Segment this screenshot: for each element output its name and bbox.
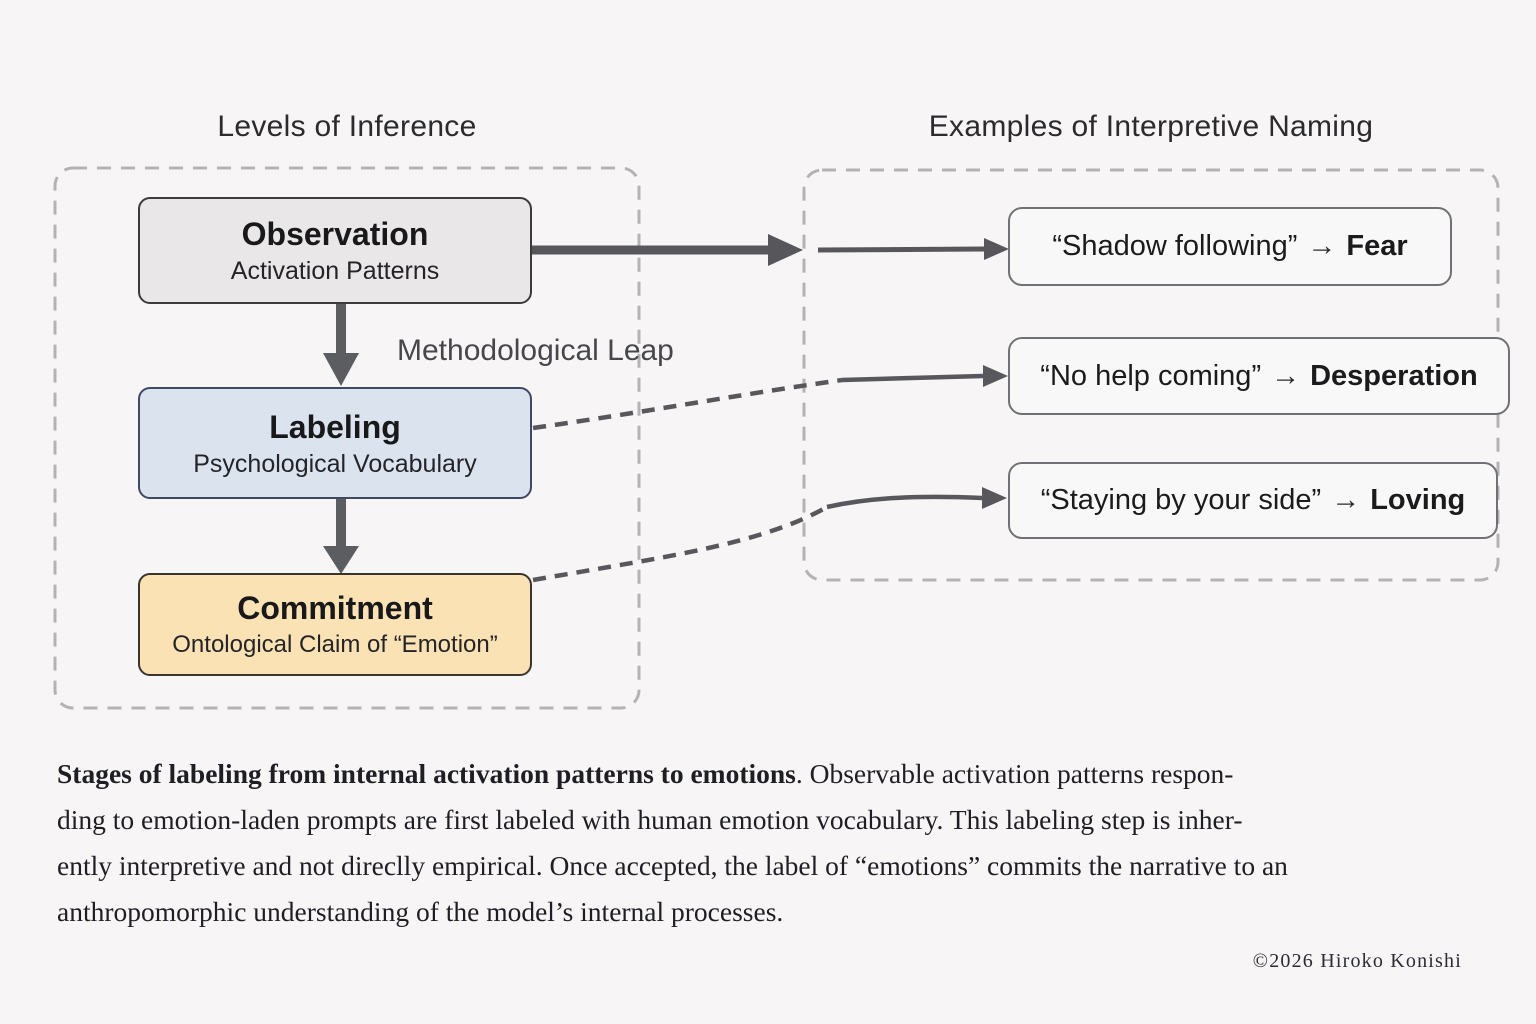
example-box-fear (1008, 207, 1452, 286)
emotion-label: Desperation (1310, 359, 1478, 392)
example-box-loving (1008, 462, 1498, 539)
right-arrow-glyph: → (1307, 230, 1337, 262)
emotion-label: Fear (1346, 230, 1408, 262)
example-box-desperation (1008, 337, 1510, 415)
observation-subtitle: Activation Patterns (230, 257, 440, 285)
caption-lead-bold: Stages of labeling from internal activation patterns to emotions (57, 758, 796, 789)
right-panel-title: Examples of Interpretive Naming (928, 110, 1374, 143)
labeling-subtitle: Psychological Vocabulary (193, 449, 477, 478)
commitment-title: Commitment (237, 590, 433, 626)
labeling-dashed-connector (533, 380, 842, 428)
labeling-box (138, 387, 532, 499)
right-arrow-glyph: → (1271, 359, 1301, 392)
emotion-label: Loving (1370, 484, 1466, 516)
methodological-leap-label: Methodological Leap (397, 334, 674, 367)
desperation-arrowhead (983, 365, 1008, 387)
example-quote: “Staying by your side” (1040, 484, 1322, 516)
commitment-subtitle: Ontological Claim of “Emotion” (172, 631, 498, 658)
caption-lead-rest: . Observable activation patterns respon- (795, 758, 1234, 789)
copyright-notice: ©2026 Hiroko Konishi (1252, 950, 1462, 972)
left-panel-title: Levels of Inference (217, 110, 477, 143)
caption-line-3: ently interpretive and not direclly empirical. Once accepted, the label of “emotions” commits the narrative to an (57, 850, 1288, 881)
fear-arrowhead (984, 238, 1009, 260)
loving-arrowhead (982, 487, 1007, 509)
fear-arrow-shaft (818, 249, 984, 250)
loving-arrow-shaft (827, 497, 982, 507)
figure-caption (57, 751, 1497, 935)
down-arrow-1-head (323, 353, 359, 386)
right-arrow-glyph: → (1331, 484, 1361, 516)
desperation-arrow-shaft (842, 376, 983, 380)
example-quote: “No help coming” (1040, 359, 1262, 392)
observation-arrowhead (768, 234, 803, 266)
commitment-box (138, 573, 532, 676)
caption-line-1 (57, 751, 1497, 797)
example-quote: “Shadow following” (1052, 230, 1298, 262)
caption-line-2: ding to emotion-laden prompts are first labeled with human emotion vocabulary. This labeling step is inher- (57, 804, 1243, 835)
observation-box (138, 197, 532, 304)
labeling-title: Labeling (269, 408, 401, 445)
down-arrow-2-head (323, 546, 359, 574)
caption-line-4: anthropomorphic understanding of the model’s internal processes. (57, 896, 784, 927)
commitment-dashed-connector (533, 507, 827, 580)
observation-title: Observation (241, 216, 429, 252)
